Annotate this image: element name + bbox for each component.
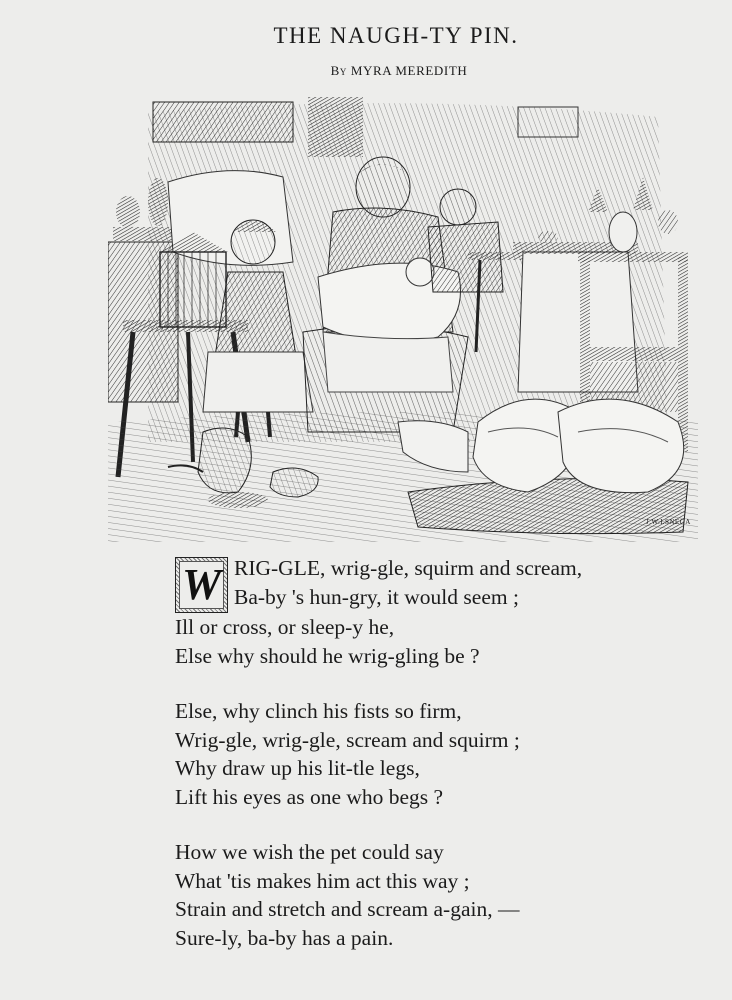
stanza-1 bbox=[175, 554, 695, 670]
poem-line: Strain and stretch and scream a-gain, — bbox=[175, 897, 520, 921]
poem-line: Wrig-gle, wrig-gle, scream and squirm ; bbox=[175, 727, 520, 752]
stanza-2 bbox=[175, 697, 695, 811]
poem-line: What 'tis makes him act this way ; bbox=[175, 868, 470, 893]
poem-line: Lift his eyes as one who begs ? bbox=[175, 784, 444, 809]
poem-line: RIG-GLE, wrig-gle, squirm and scream, bbox=[234, 556, 583, 580]
poem-line: How we wish the pet could say bbox=[175, 840, 444, 864]
poem-line: Else, why clinch his fists so firm, bbox=[175, 699, 462, 723]
stanza-3 bbox=[175, 838, 695, 952]
engraving-illustration bbox=[108, 92, 698, 542]
poem-line: Sure-ly, ba-by has a pain. bbox=[175, 925, 394, 950]
poem-line: Else why should he wrig-gling be ? bbox=[175, 643, 480, 668]
poem-body bbox=[175, 554, 695, 979]
poem-line: Ill or cross, or sleep-y he, bbox=[175, 615, 395, 639]
page-title: THE NAUGH-TY PIN. bbox=[273, 23, 519, 48]
poem-line: Why draw up his lit-tle legs, bbox=[175, 756, 420, 780]
engraver-signature: J.W.LSNEGA bbox=[646, 518, 691, 526]
dropcap-ornament bbox=[175, 557, 228, 613]
poem-line: Ba-by 's hun-gry, it would seem ; bbox=[234, 584, 519, 609]
author-byline: By MYRA MEREDITH bbox=[330, 63, 468, 78]
dropcap-letter: W bbox=[179, 561, 224, 609]
